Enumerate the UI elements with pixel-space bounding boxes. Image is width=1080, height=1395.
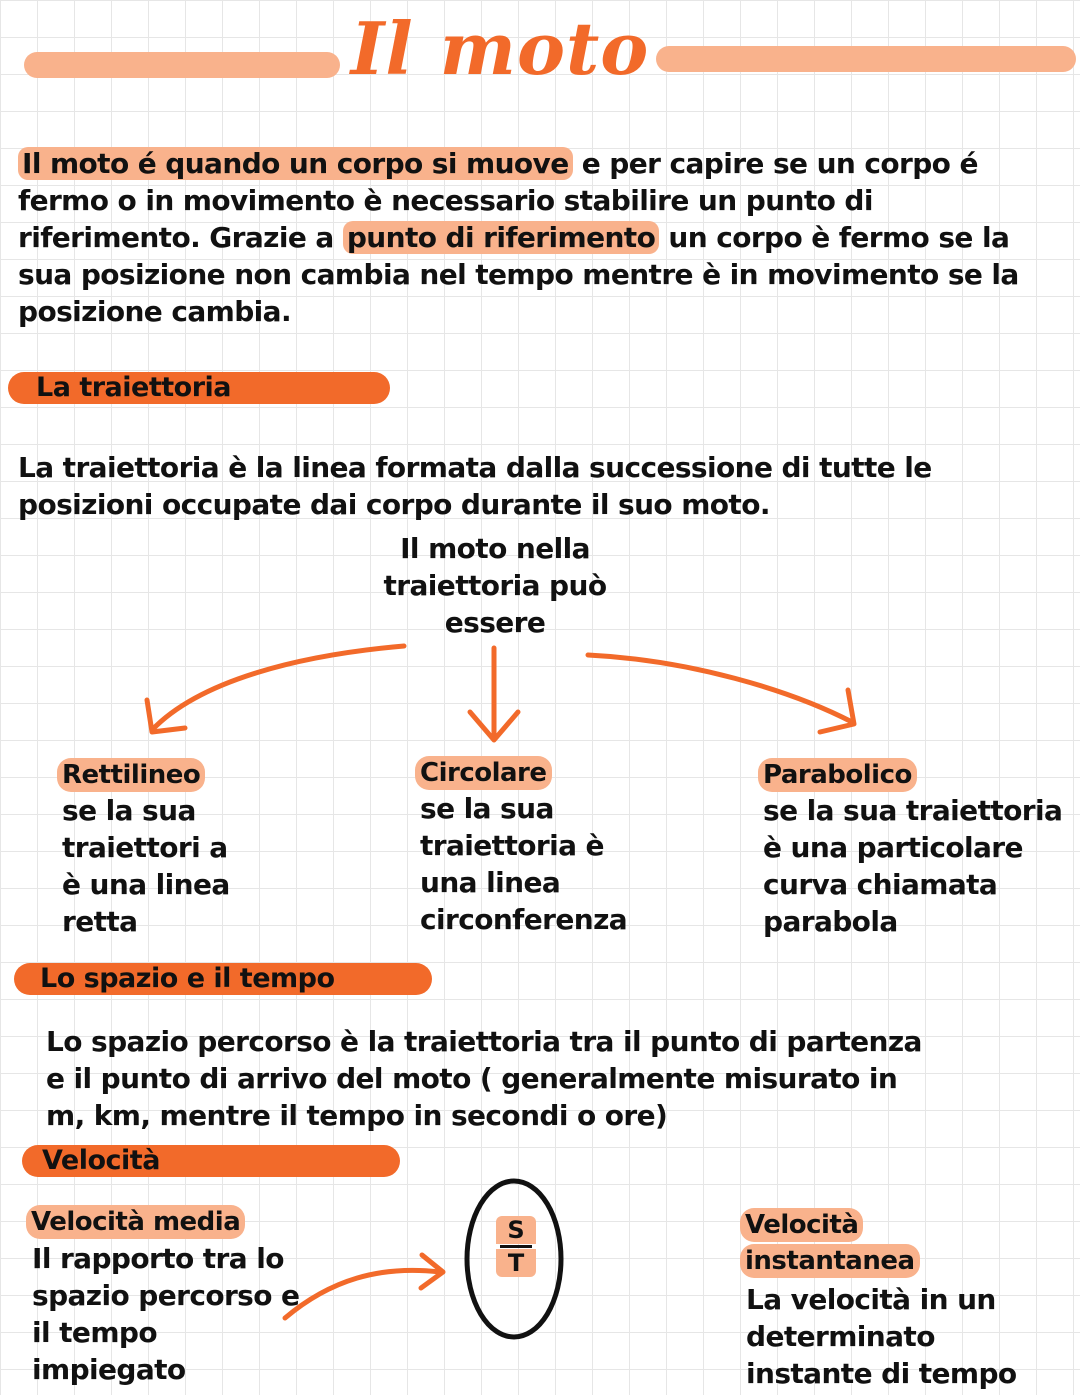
type-desc-circolare: se la sua traiettoria è una linea circonferenza	[420, 792, 628, 936]
diagram-center-text: Il moto nella traiettoria può essere	[383, 532, 607, 639]
formula-fraction	[496, 1216, 536, 1277]
trajectory-definition: La traiettoria è la linea formata dalla successione di tutte le posizioni occupate dai corpo durante il suo moto.	[18, 451, 932, 521]
section-heading-velocity: Velocità	[22, 1145, 400, 1177]
arrow-left	[152, 646, 404, 730]
velocity-average-label: Velocità media	[26, 1205, 245, 1239]
section-heading-trajectory: La traiettoria	[8, 372, 390, 404]
arrow-right	[588, 655, 852, 722]
type-label-rettilineo: Rettilineo	[57, 758, 205, 792]
velocity-arrow	[285, 1270, 440, 1318]
type-desc-parabolico: se la sua traiettoria è una particolare curva chiamata parabola	[763, 794, 1063, 938]
fraction-bar	[500, 1245, 532, 1248]
page-title: Il moto	[350, 6, 650, 91]
velocity-average-description: Il rapporto tra lo spazio percorso e il tempo impiegato	[32, 1242, 300, 1386]
intro-text-2: un corpo è fermo se la sua posizione non cambia nel tempo mentre è in movimento se la posizione cambia.	[18, 221, 1019, 328]
formula-numerator: S	[496, 1216, 536, 1244]
space-time-text: Lo spazio percorso è la traiettoria tra il punto di partenza e il punto di arrivo del moto ( generalmente misurato in m, km, mentre il tempo in secondi o ore)	[46, 1025, 922, 1132]
section-heading-space-time: Lo spazio e il tempo	[14, 963, 432, 995]
intro-highlight-2: punto di riferimento	[343, 221, 659, 254]
velocity-instant-label-2: instantanea	[740, 1244, 920, 1278]
type-label-parabolico: Parabolico	[758, 758, 917, 792]
intro-highlight-1: Il moto é quando un corpo si muove	[18, 147, 573, 180]
formula-denominator: T	[496, 1249, 536, 1277]
type-label-circolare: Circolare	[415, 756, 552, 790]
velocity-instant-label-1: Velocità	[740, 1208, 863, 1242]
velocity-instant-description: La velocità in un determinato instante di tempo	[746, 1283, 1017, 1390]
type-desc-rettilineo: se la sua traiettori a è una linea retta	[62, 794, 230, 938]
intro-text-1: e per capire se un corpo é fermo o in movimento è necessario stabilire un punto di riferimento. Grazie a	[18, 147, 978, 254]
